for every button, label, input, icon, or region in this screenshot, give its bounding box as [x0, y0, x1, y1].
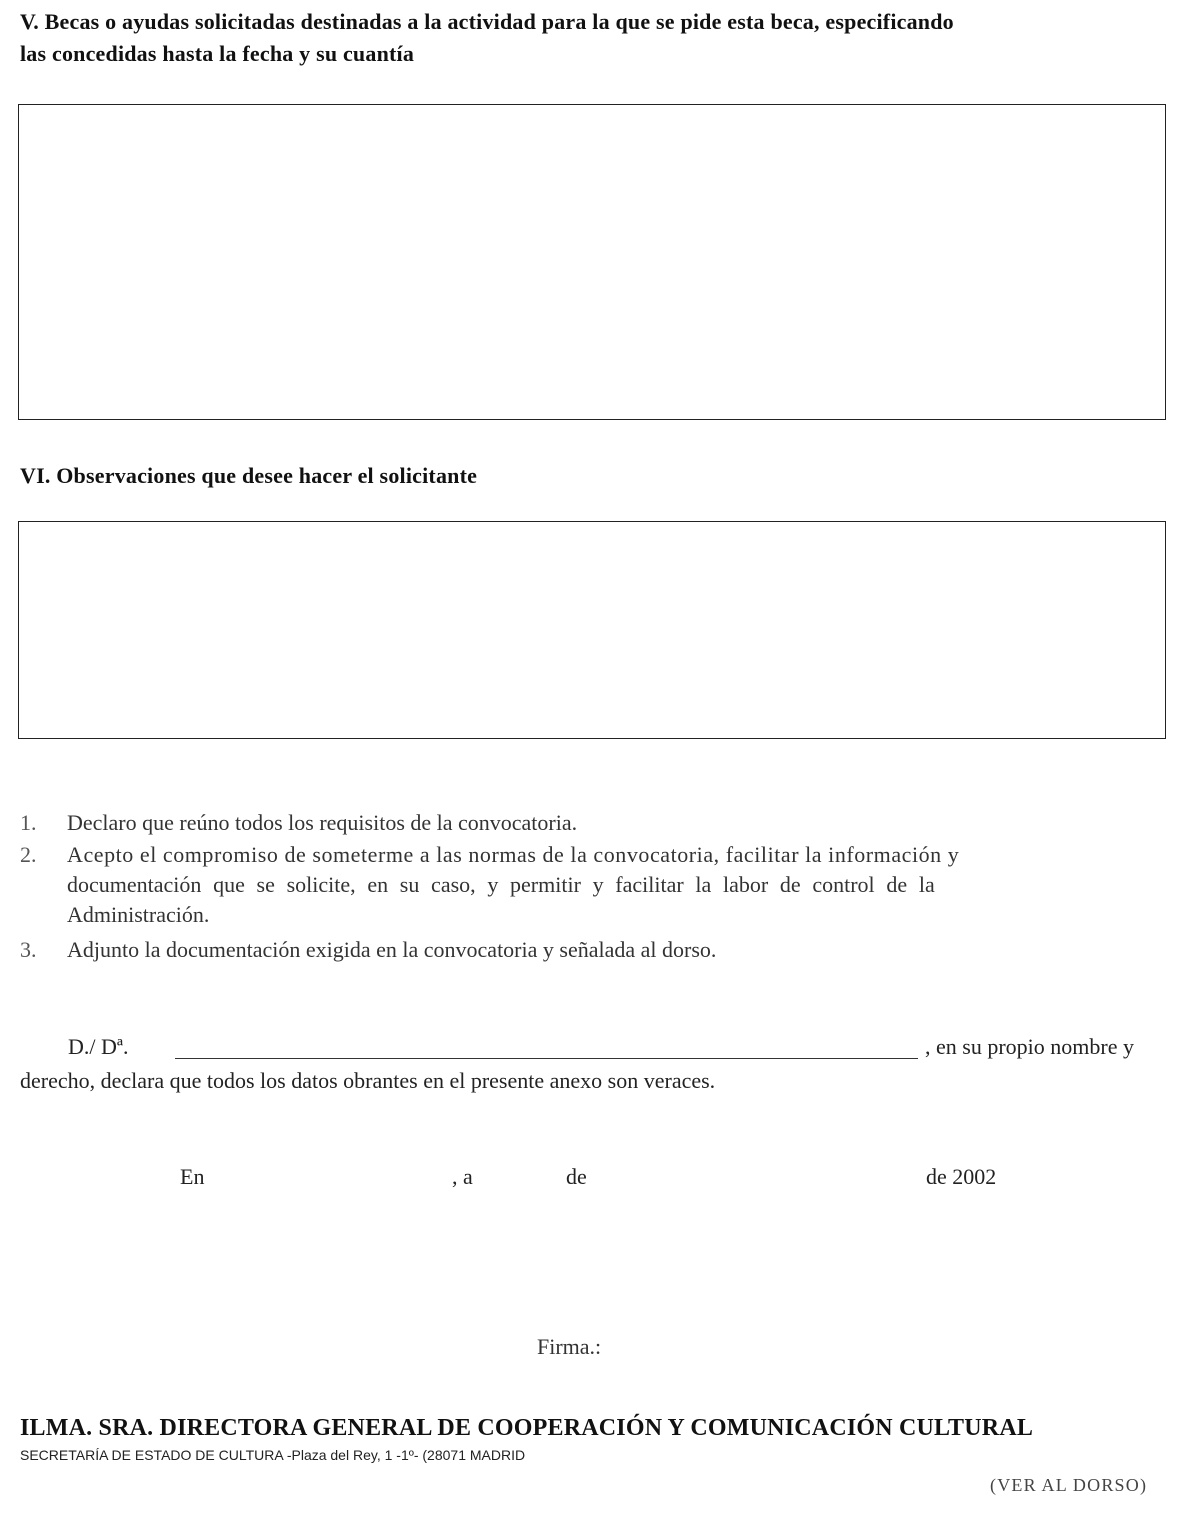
statement-line2: derecho, declara que todos los datos obrantes en el presente anexo son veraces.: [20, 1068, 716, 1093]
declaration-item-2: [20, 840, 1170, 932]
declaration-line: Administración.: [67, 902, 210, 927]
statement-suffix: , en su propio nombre y: [925, 1034, 1134, 1059]
footer-address: SECRETARÍA DE ESTADO DE CULTURA -Plaza del Rey, 1 -1º- (28071 MADRID: [20, 1447, 526, 1463]
declaration-item-3: [20, 935, 1170, 965]
declaration-line: Acepto el compromiso de someterme a las normas de la convocatoria, facilitar la información y: [67, 842, 960, 867]
date-year-label: de 2002: [926, 1164, 997, 1189]
date-a-label: , a: [452, 1164, 473, 1189]
date-en-label: En: [180, 1164, 205, 1189]
date-line: [0, 1164, 1192, 1196]
section-vi-answer-box[interactable]: [18, 521, 1166, 739]
declaration-number: 3.: [20, 937, 37, 962]
date-place-blank[interactable]: [222, 1164, 444, 1192]
date-day-blank[interactable]: [490, 1164, 560, 1192]
statement-prefix: D./ Dª.: [68, 1034, 129, 1059]
footer-see-back: (VER AL DORSO): [990, 1475, 1148, 1495]
section-v-title-line2: las concedidas hasta la fecha y su cuantía: [20, 41, 415, 66]
name-blank-line[interactable]: [175, 1058, 918, 1059]
section-v-title-line1: V. Becas o ayudas solicitadas destinadas a la actividad para la que se pide esta beca, especificando: [20, 9, 954, 34]
declaration-line: documentación que se solicite, en su caso, y permitir y facilitar la labor de control de la: [67, 872, 935, 897]
statement-line1: [20, 1034, 1180, 1066]
date-month-blank[interactable]: [606, 1164, 916, 1192]
statement: [20, 1034, 1180, 1096]
section-v-answer-box[interactable]: [18, 104, 1166, 420]
section-vi-title: VI. Observaciones que desee hacer el solicitante: [20, 463, 478, 488]
declaration-text: [67, 840, 1187, 930]
section-v-title: [20, 6, 1180, 70]
declaration-number: 1.: [20, 810, 37, 835]
declaration-item-1: [20, 808, 1170, 838]
declaration-text: Declaro que reúno todos los requisitos de la convocatoria.: [67, 810, 578, 835]
footer-addressee: ILMA. SRA. DIRECTORA GENERAL DE COOPERACIÓN Y COMUNICACIÓN CULTURAL: [20, 1415, 1034, 1441]
date-de-label: de: [566, 1164, 587, 1189]
declaration-text: Adjunto la documentación exigida en la convocatoria y señalada al dorso.: [67, 937, 717, 962]
signature-label: Firma.:: [537, 1334, 602, 1359]
declaration-number: 2.: [20, 842, 37, 867]
